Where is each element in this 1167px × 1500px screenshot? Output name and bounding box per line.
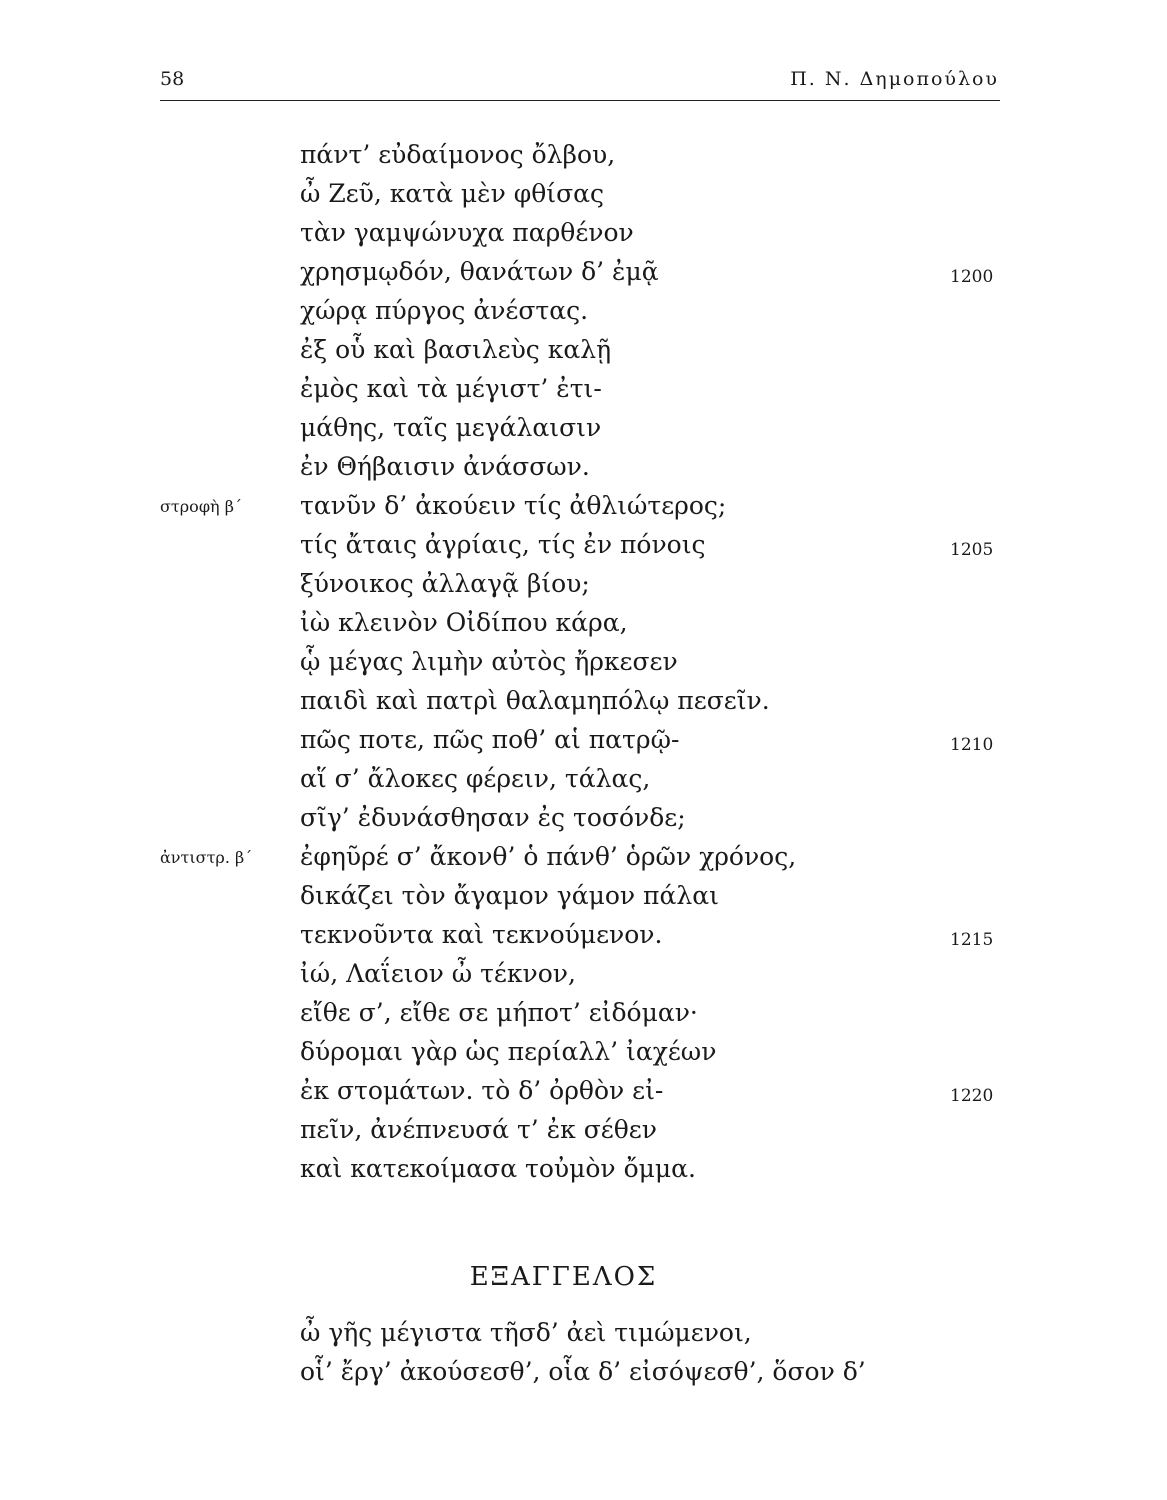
verse-line <box>0 486 1167 525</box>
margin-label: στροφὴ β΄ <box>160 497 242 516</box>
verse-text: ᾧ μέγας λιμὴν αὐτὸς ἤρκεσεν <box>300 647 678 676</box>
speech-block <box>0 1313 1167 1391</box>
verse-line <box>0 213 1167 252</box>
verse-text: ἐμὸς καὶ τὰ μέγιστ’ ἐτι- <box>300 374 602 403</box>
speech-text: ὦ γῆς μέγιστα τῆσδ’ ἀεὶ τιμώμενοι, <box>300 1318 752 1347</box>
header-rule <box>160 100 1000 101</box>
verse-line <box>0 876 1167 915</box>
verse-text: ἐξ οὗ καὶ βασιλεὺς καλῇ <box>300 335 612 364</box>
verse-line <box>0 993 1167 1032</box>
verse-text: πάντ’ εὐδαίμονος ὄλβου, <box>300 140 616 169</box>
verse-line <box>0 798 1167 837</box>
verse-text: δύρομαι γὰρ ὡς περίαλλ’ ἰαχέων <box>300 1037 717 1066</box>
verse-line <box>0 525 1167 564</box>
verse-line <box>0 369 1167 408</box>
verse-text: καὶ κατεκοίμασα τοὐμὸν ὄμμα. <box>300 1154 696 1183</box>
verse-line <box>0 837 1167 876</box>
verse-line <box>0 642 1167 681</box>
verse-text: τίς ἄταις ἀγρίαις, τίς ἐν πόνοις <box>300 530 706 559</box>
verse-line <box>0 1110 1167 1149</box>
verse-text: τὰν γαμψώνυχα παρθένον <box>300 218 634 247</box>
verse-text: ἐκ στομάτων. τὸ δ’ ὀρθὸν εἰ- <box>300 1076 664 1105</box>
verse-text: χώρᾳ πύργος ἀνέστας. <box>300 296 589 325</box>
verse-text: αἵ σ’ ἄλοκες φέρειν, τάλας, <box>300 764 651 793</box>
line-number: 1205 <box>950 540 994 560</box>
verse-text: δικάζει τὸν ἄγαμον γάμον πάλαι <box>300 881 719 910</box>
verse-line <box>0 681 1167 720</box>
verse-line <box>0 447 1167 486</box>
running-head: Π. Ν. Δημοπούλου <box>790 68 999 90</box>
verse-text: τανῦν δ’ ἀκούειν τίς ἀθλιώτερος; <box>300 491 727 520</box>
line-number: 1220 <box>950 1086 994 1106</box>
verse-line <box>0 915 1167 954</box>
speech-text: οἷ’ ἔργ’ ἀκούσεσθ’, οἷα δ’ εἰσόψεσθ’, ὅσον δ’ <box>300 1357 866 1386</box>
verse-line <box>0 174 1167 213</box>
verse-block <box>0 135 1167 1188</box>
verse-line <box>0 564 1167 603</box>
verse-line <box>0 1149 1167 1188</box>
verse-line <box>0 408 1167 447</box>
verse-text: ἰώ, Λαΐειον ὦ τέκνον, <box>300 959 576 988</box>
verse-text: παιδὶ καὶ πατρὶ θαλαμηπόλῳ πεσεῖν. <box>300 686 770 715</box>
verse-text: εἴθε σ’, εἴθε σε μήποτ’ εἰδόμαν· <box>300 998 698 1027</box>
verse-text: ξύνοικος ἀλλαγᾷ βίου; <box>300 569 590 598</box>
verse-text: τεκνοῦντα καὶ τεκνούμενον. <box>300 920 663 949</box>
verse-line <box>0 954 1167 993</box>
verse-line <box>0 759 1167 798</box>
speaker-name: ΕΞΑΓΓΕΛΟΣ <box>469 1262 658 1292</box>
speaker-heading <box>0 1262 1167 1292</box>
verse-text: πῶς ποτε, πῶς ποθ’ αἱ πατρῷ- <box>300 725 680 754</box>
verse-line <box>0 1032 1167 1071</box>
verse-text: ὦ Ζεῦ, κατὰ μὲν φθίσας <box>300 179 605 208</box>
verse-text: ἰὼ κλεινὸν Οἰδίπου κάρα, <box>300 608 628 637</box>
verse-line <box>0 135 1167 174</box>
verse-text: χρησμῳδόν, θανάτων δ’ ἐμᾷ <box>300 257 659 286</box>
verse-text: μάθης, ταῖς μεγάλαισιν <box>300 413 602 442</box>
line-number: 1200 <box>950 267 994 287</box>
line-number: 1210 <box>950 735 994 755</box>
verse-text: ἐν Θήβαισιν ἀνάσσων. <box>300 452 590 481</box>
line-number: 1215 <box>950 930 994 950</box>
verse-line <box>0 291 1167 330</box>
verse-line <box>0 330 1167 369</box>
page-number: 58 <box>160 68 185 90</box>
verse-line <box>0 603 1167 642</box>
speech-line <box>0 1352 1167 1391</box>
verse-line <box>0 252 1167 291</box>
speech-line <box>0 1313 1167 1352</box>
verse-line <box>0 720 1167 759</box>
margin-label: ἀντιστρ. β΄ <box>160 848 253 867</box>
verse-text: πεῖν, ἀνέπνευσά τ’ ἐκ σέθεν <box>300 1115 657 1144</box>
verse-line <box>0 1071 1167 1110</box>
verse-text: σῖγ’ ἐδυνάσθησαν ἐς τοσόνδε; <box>300 803 686 832</box>
verse-text: ἐφηῦρέ σ’ ἄκονθ’ ὁ πάνθ’ ὁρῶν χρόνος, <box>300 842 797 871</box>
